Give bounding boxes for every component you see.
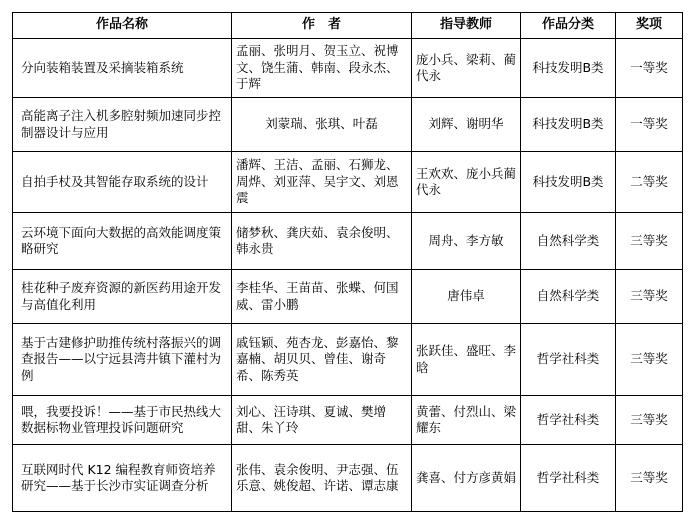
authors-cell: 张伟、袁余俊明、尹志强、伍乐意、姚俊超、许诺、谭志康 bbox=[232, 445, 412, 512]
work-name-cell: 喂，我要投诉！——基于市民热线大数据标物业管理投诉问题研究 bbox=[13, 396, 232, 445]
authors-cell: 储梦秋、龚庆茹、袁余俊明、韩永贵 bbox=[232, 213, 412, 270]
table-row bbox=[13, 98, 683, 152]
advisor-cell: 张跃佳、盛旺、李晗 bbox=[412, 324, 521, 396]
header-category: 作品分类 bbox=[521, 13, 616, 39]
table-row bbox=[13, 152, 683, 213]
advisor-cell: 龚喜、付方彦黄娟 bbox=[412, 445, 521, 512]
authors-cell: 李桂华、王苗苗、张蝶、何国威、雷小鹏 bbox=[232, 270, 412, 324]
advisor-cell: 庞小兵、梁莉、蔺代永 bbox=[412, 39, 521, 98]
advisor-cell: 唐伟卓 bbox=[412, 270, 521, 324]
category-cell: 哲学社科类 bbox=[521, 324, 616, 396]
category-cell: 自然科学类 bbox=[521, 270, 616, 324]
authors-cell: 刘心、汪诗琪、夏诚、樊增甜、朱丫玲 bbox=[232, 396, 412, 445]
category-cell: 哲学社科类 bbox=[521, 445, 616, 512]
award-cell: 三等奖 bbox=[616, 270, 683, 324]
awards-table bbox=[12, 12, 683, 512]
table-row bbox=[13, 445, 683, 512]
authors-cell: 戚钰颖、苑杏龙、彭嘉怡、黎嘉楠、胡贝贝、曾佳、谢奇希、陈秀英 bbox=[232, 324, 412, 396]
header-award: 奖项 bbox=[616, 13, 683, 39]
advisor-cell: 周舟、李方敏 bbox=[412, 213, 521, 270]
header-row bbox=[13, 13, 683, 39]
category-cell: 哲学社科类 bbox=[521, 396, 616, 445]
table-row bbox=[13, 213, 683, 270]
authors-cell: 孟丽、张明月、贺玉立、祝博文、饶生蒲、韩南、段永杰、于辉 bbox=[232, 39, 412, 98]
award-cell: 一等奖 bbox=[616, 98, 683, 152]
category-cell: 自然科学类 bbox=[521, 213, 616, 270]
work-name-cell: 云环境下面向大数据的高效能调度策略研究 bbox=[13, 213, 232, 270]
table-row bbox=[13, 270, 683, 324]
header-author: 作 者 bbox=[232, 13, 412, 39]
work-name-cell: 自拍手杖及其智能存取系统的设计 bbox=[13, 152, 232, 213]
work-name-cell: 桂花种子废弃资源的新医药用途开发与高值化利用 bbox=[13, 270, 232, 324]
award-cell: 三等奖 bbox=[616, 396, 683, 445]
category-cell: 科技发明B类 bbox=[521, 152, 616, 213]
award-cell: 三等奖 bbox=[616, 324, 683, 396]
authors-cell: 刘蒙瑞、张琪、叶磊 bbox=[232, 98, 412, 152]
award-cell: 三等奖 bbox=[616, 445, 683, 512]
work-name-cell: 分向装箱装置及采摘装箱系统 bbox=[13, 39, 232, 98]
award-cell: 二等奖 bbox=[616, 152, 683, 213]
award-cell: 一等奖 bbox=[616, 39, 683, 98]
award-cell: 三等奖 bbox=[616, 213, 683, 270]
table-row bbox=[13, 396, 683, 445]
table-row bbox=[13, 39, 683, 98]
advisor-cell: 黄蕾、付烈山、梁耀东 bbox=[412, 396, 521, 445]
category-cell: 科技发明B类 bbox=[521, 98, 616, 152]
category-cell: 科技发明B类 bbox=[521, 39, 616, 98]
authors-cell: 潘辉、王洁、孟丽、石狮龙、周烨、刘亚萍、吴宇文、刘恩震 bbox=[232, 152, 412, 213]
table-row bbox=[13, 324, 683, 396]
work-name-cell: 高能离子注入机多腔射频加速同步控制器设计与应用 bbox=[13, 98, 232, 152]
work-name-cell: 基于古建修护助推传统村落振兴的调查报告——以宁远县湾井镇下灌村为例 bbox=[13, 324, 232, 396]
header-work-name: 作品名称 bbox=[13, 13, 232, 39]
advisor-cell: 刘辉、谢明华 bbox=[412, 98, 521, 152]
header-advisor: 指导教师 bbox=[412, 13, 521, 39]
advisor-cell: 王欢欢、庞小兵蔺代永 bbox=[412, 152, 521, 213]
work-name-cell: 互联网时代 K12 编程教育师资培养研究——基于长沙市实证调查分析 bbox=[13, 445, 232, 512]
